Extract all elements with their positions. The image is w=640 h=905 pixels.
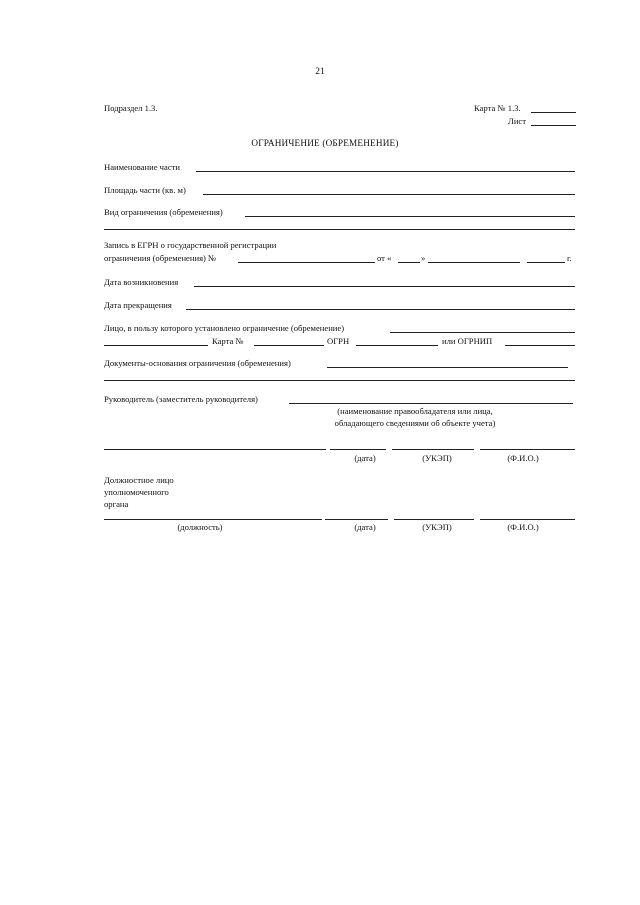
basis-documents-field-continued[interactable]: [104, 380, 575, 381]
part-area-label: Площадь части (кв. м): [104, 185, 186, 195]
egrn-date-from-label: от «: [377, 253, 392, 263]
beneficiary-label: Лицо, в пользу которого установлено ограничение (обременение): [104, 323, 345, 333]
sheet-field[interactable]: [531, 125, 576, 126]
beneficiary-field-continued[interactable]: [104, 345, 208, 346]
official-date-caption: (дата): [354, 522, 376, 532]
start-date-label: Дата возникновения: [104, 277, 179, 287]
head-position-line[interactable]: [104, 449, 326, 450]
beneficiary-card-label: Карта №: [212, 336, 244, 346]
part-name-field[interactable]: [196, 171, 575, 172]
end-date-label: Дата прекращения: [104, 300, 172, 310]
head-ukep-line[interactable]: [392, 449, 474, 450]
ogrn-label: ОГРН: [327, 336, 350, 346]
end-date-field[interactable]: [186, 309, 575, 310]
subsection-label: Подраздел 1.3.: [104, 103, 158, 113]
official-position-caption: (должность): [177, 522, 223, 532]
card-number-label: Карта № 1.3.: [474, 103, 521, 113]
ogrnip-label: или ОГРНИП: [442, 336, 493, 346]
beneficiary-field[interactable]: [390, 332, 575, 333]
ogrn-field[interactable]: [356, 345, 438, 346]
head-date-caption: (дата): [354, 453, 376, 463]
basis-documents-field[interactable]: [327, 367, 568, 368]
beneficiary-card-field[interactable]: [254, 345, 324, 346]
official-label-line2: уполномоченного: [104, 487, 169, 497]
start-date-field[interactable]: [194, 286, 575, 287]
official-label-line1: Должностное лицо: [104, 475, 174, 485]
official-date-line[interactable]: [325, 519, 388, 520]
official-ukep-line[interactable]: [394, 519, 474, 520]
egrn-date-quote: »: [421, 253, 426, 263]
official-ukep-caption: (УКЭП): [422, 522, 452, 532]
official-position-line[interactable]: [104, 519, 322, 520]
card-number-field[interactable]: [531, 112, 576, 113]
official-label-line3: органа: [104, 499, 129, 509]
holder-caption-line1: (наименование правообладателя или лица,: [337, 406, 493, 416]
restriction-type-field[interactable]: [245, 216, 575, 217]
egrn-day-field[interactable]: [398, 262, 420, 263]
egrn-record-number-field[interactable]: [238, 262, 375, 263]
egrn-month-field[interactable]: [428, 262, 520, 263]
official-fio-line[interactable]: [480, 519, 575, 520]
restriction-type-field-continued[interactable]: [104, 229, 575, 230]
head-date-line[interactable]: [330, 449, 386, 450]
egrn-record-label-line1: Запись в ЕГРН о государственной регистрации: [104, 240, 277, 250]
egrn-year-suffix: г.: [567, 253, 572, 263]
restriction-type-label: Вид ограничения (обременения): [104, 207, 223, 217]
page-number: 21: [315, 67, 325, 77]
head-ukep-caption: (УКЭП): [422, 453, 452, 463]
official-fio-caption: (Ф.И.О.): [507, 522, 539, 532]
holder-caption-line2: обладающего сведениями об объекте учета): [334, 418, 496, 428]
head-fio-line[interactable]: [480, 449, 575, 450]
ogrnip-field[interactable]: [505, 345, 575, 346]
head-fio-caption: (Ф.И.О.): [507, 453, 539, 463]
head-field[interactable]: [289, 403, 573, 404]
head-label: Руководитель (заместитель руководителя): [104, 394, 258, 404]
sheet-label: Лист: [508, 116, 526, 126]
basis-documents-label: Документы-основания ограничения (обременения): [104, 358, 291, 368]
part-area-field[interactable]: [203, 194, 575, 195]
egrn-record-label-line2: ограничения (обременения) №: [104, 253, 217, 263]
part-name-label: Наименование части: [104, 162, 180, 172]
page-title: ОГРАНИЧЕНИЕ (ОБРЕМЕНЕНИЕ): [251, 138, 399, 148]
egrn-year-field[interactable]: [527, 262, 565, 263]
